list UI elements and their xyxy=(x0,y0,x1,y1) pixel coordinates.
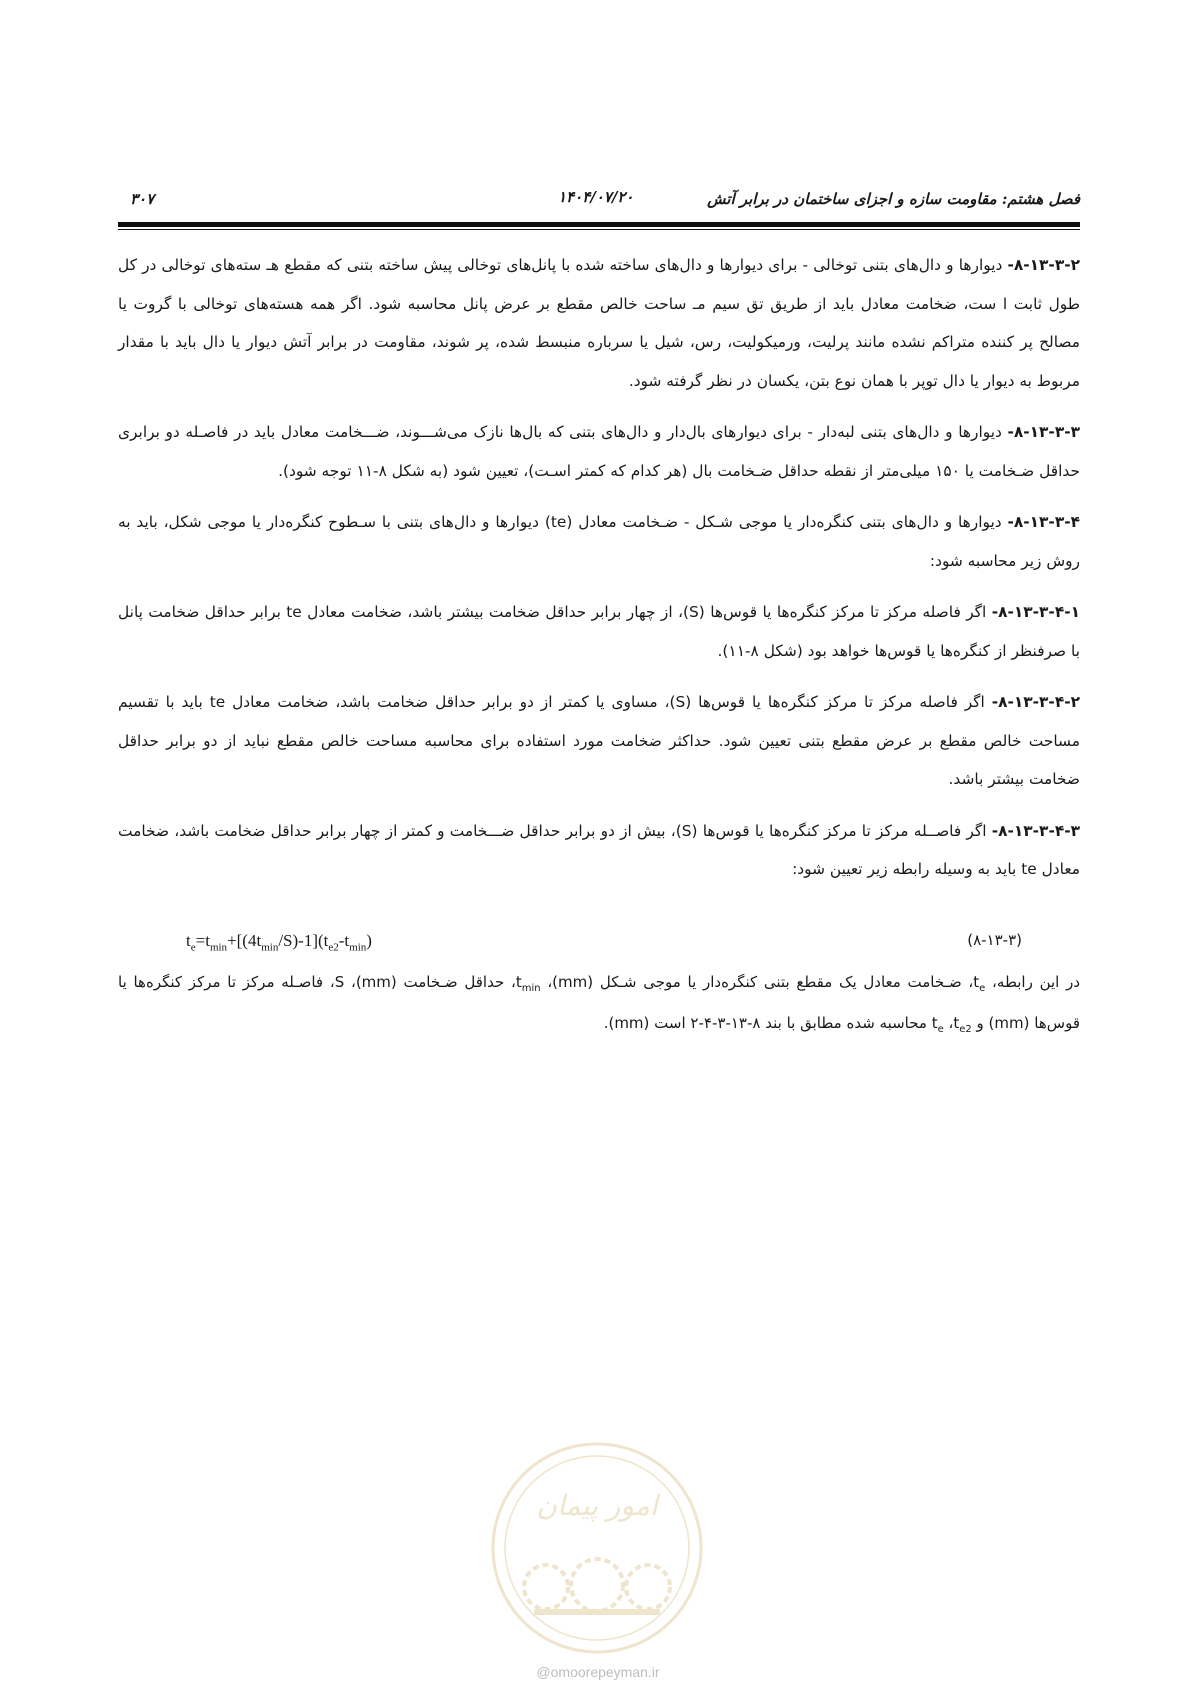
header-rule-thin xyxy=(118,229,1080,230)
variable-definitions: در این رابطه، $t_e،$ ضـخامت معادل یک مقطع بتنی کنگره‌دار یا موجی شـکل (mm)، $t_{min}،$ حداقل ضـخامت (mm)، S، فاصـله مرکز تا مرکز کنگره‌ها یا قوس‌ها (mm) و $t_{e2}،$ $t_e$ محاسبه شده مطابق با بند ۸-۱۳-۳-۴-۲ است (mm). xyxy=(118,972,1080,1035)
clause-text: دیوارها و دال‌های بتنی کنگره‌دار یا موجی شـکل - ضـخامت معادل (te) دیوارها و دال‌های بتنی با سـطوح کنگره‌دار یا موجی شکل، باید به روش زیر محاسبه شود: xyxy=(118,513,1080,570)
clause-8-13-3-2 xyxy=(118,246,1080,400)
clause-text: دیوارها و دال‌های بتنی توخالی - برای دیوارها و دال‌های ساخته شده با پانل‌های توخالی پیش ساخته بتنی که مقطع هـ سته‌های توخالی در کل طول ثابت ا ست، ضخامت معادل باید از طریق تق سیم مـ ساحت خالص مقطع بر عرض پانل محاسبه شود. اگر همه هسته‌های توخالی با گروت یا مصالح پر کننده متراکم نشده مانند پرلیت، ورمیکولیت، رس، شیل یا سرباره منبسط شده، پر شوند، مقاومت در برابر آتش دیوار یا دال باید با مقدار مربوط به دیوار یا دال توپر با همان نوع بتن، یکسان در نظر گرفته شود. xyxy=(118,256,1080,390)
clause-8-13-3-3 xyxy=(118,413,1080,490)
equation-row xyxy=(118,925,1080,965)
clause-number: ۸-۱۳-۳-۲- xyxy=(1007,256,1080,274)
page-number: ۳۰۷ xyxy=(130,190,155,208)
clause-text: اگر فاصــله مرکز تا مرکز کنگره‌ها یا قوس‌ها (S)، بیش از دو برابر حداقل ضـــخامت و کمتر از چهار برابر حداقل ضخامت باشد، ضخامت معادل te باید به وسیله رابطه زیر تعیین شود: xyxy=(118,821,1080,878)
equation-formula: $t_e=t_{min}+[(4t_{min}/S)-1](t_{e2}-t_{min})$ xyxy=(186,930,372,953)
clause-number: ۸-۱۳-۳-۳- xyxy=(1007,423,1080,441)
header-rule-thick xyxy=(118,222,1080,227)
clause-text: اگر فاصله مرکز تا مرکز کنگره‌ها یا قوس‌ها (S)، مساوی یا کمتر از دو برابر حداقل ضخامت باشد، ضخامت معادل te باید با تقسیم مساحت خالص مقطع بر عرض مقطع بتنی تعیین شود. حداکثر ضخامت مورد استفاده برای محاسبه مساحت خالص مقطع نباید از دو برابر حداقل ضخامت بیشتر باشد. xyxy=(118,693,1080,788)
clause-number: ۸-۱۳-۳-۴-۳- xyxy=(991,821,1081,840)
clause-8-13-3-4-2 xyxy=(118,683,1080,799)
watermark-url: @omoorepeyman.ir xyxy=(536,1664,660,1680)
clause-8-13-3-4-3 xyxy=(118,812,1080,889)
page-header xyxy=(118,190,1080,218)
omoorepeyman-logo xyxy=(486,1437,708,1659)
header-date: ۱۴۰۴/۰۷/۲۰ xyxy=(558,188,634,206)
page-body xyxy=(118,246,1080,1047)
clause-8-13-3-4 xyxy=(118,503,1080,580)
clause-number: ۸-۱۳-۳-۴-۱- xyxy=(991,603,1080,621)
clause-8-13-3-4-1 xyxy=(118,593,1080,670)
clause-text: اگر فاصله مرکز تا مرکز کنگره‌ها یا قوس‌ها (S)، از چهار برابر حداقل ضخامت بیشتر باشد، ضخامت معادل te برابر حداقل ضخامت پانل با صرفنظر از کنگره‌ها یا قوس‌ها خواهد بود (شکل ۸-۱۱). xyxy=(118,603,1080,660)
chapter-title: فصل هشتم: مقاومت سازه و اجزای ساختمان در برابر آتش xyxy=(707,190,1080,208)
clause-number: ۸-۱۳-۳-۴- xyxy=(1007,513,1080,531)
clause-number: ۸-۱۳-۳-۴-۲- xyxy=(991,693,1080,711)
logo-text: امور پیمان xyxy=(536,1489,658,1522)
clause-text: دیوارها و دال‌های بتنی لبه‌دار - برای دیوارهای بال‌دار و دال‌های بتنی که بال‌ها نازک می‌شـــوند، ضـــخامت معادل باید در فاصـله دو برابری حداقل ضـخامت یا ۱۵۰ میلی‌متر از نقطه حداقل ضـخامت بال (هر کدام که کمتر اسـت)، تعیین شود (به شکل ۸-۱۱ توجه شود). xyxy=(118,423,1080,480)
equation-number: (۸-۱۳-۳) xyxy=(967,930,1022,949)
